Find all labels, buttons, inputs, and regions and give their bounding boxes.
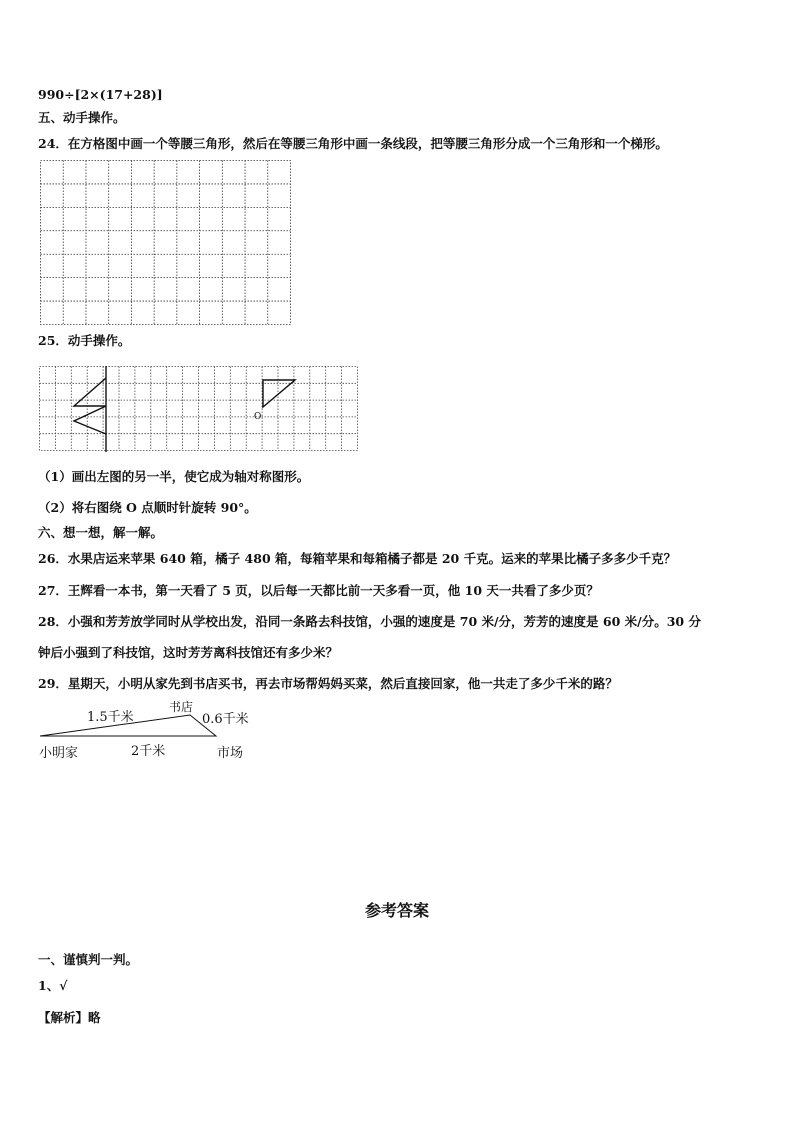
question-25-part-1: （1）画出左图的另一半，使它成为轴对称图形。 <box>38 469 310 484</box>
answer-1-analysis: 【解析】略 <box>38 1010 101 1025</box>
question-24-grid <box>40 160 292 326</box>
section-6-heading: 六、想一想，解一解。 <box>38 525 164 540</box>
answers-title: 参考答案 <box>364 901 429 920</box>
question-29: 29．星期天，小明从家先到书店买书，再去市场帮妈妈买菜，然后直接回家，他一共走了多少千米的路？ <box>38 676 618 691</box>
section-5-heading: 五、动手操作。 <box>38 110 126 125</box>
question-25-grid <box>39 366 359 452</box>
label-d-home-bookstore: 1.5千米 <box>87 710 134 725</box>
origin-label: O <box>254 412 262 422</box>
label-market: 市场 <box>217 746 244 761</box>
question-27: 27．王辉看一本书，第一天看了 5 页，以后每一天都比前一天多看一页，他 10 天一共看了多少页？ <box>38 583 599 598</box>
question-26: 26．水果店运来苹果 640 箱，橘子 480 箱，每箱苹果和每箱橘子都是 20 千克。运来的苹果比橘子多多少千克？ <box>38 551 677 566</box>
right-triangle-figure <box>263 380 295 407</box>
label-bookstore: 书店 <box>169 700 194 714</box>
question-28-line-2: 钟后小强到了科技馆，这时芳芳离科技馆还有多少米？ <box>38 645 339 660</box>
question-28-line-1: 28．小强和芳芳放学同时从学校出发，沿同一条路去科技馆，小强的速度是 70 米/分，芳芳的速度是 60 米/分。30 分 <box>38 614 701 629</box>
answers-section-1: 一、谨慎判一判。 <box>38 952 139 967</box>
expression-line: 990÷[2×(17+28)] <box>38 87 163 102</box>
label-d-home-market: 2千米 <box>131 744 166 759</box>
question-24: 24．在方格图中画一个等腰三角形，然后在等腰三角形中画一条线段，把等腰三角形分成一个三角形和一个梯形。 <box>38 136 668 151</box>
route-diagram <box>36 696 276 766</box>
answer-1: 1、√ <box>38 978 68 993</box>
label-d-bookstore-market: 0.6千米 <box>202 712 249 727</box>
question-25-part-2: （2）将右图绕 O 点顺时针旋转 90°。 <box>38 500 257 515</box>
question-25: 25．动手操作。 <box>38 333 131 348</box>
label-home: 小明家 <box>39 746 79 761</box>
left-half-figure <box>74 378 106 434</box>
